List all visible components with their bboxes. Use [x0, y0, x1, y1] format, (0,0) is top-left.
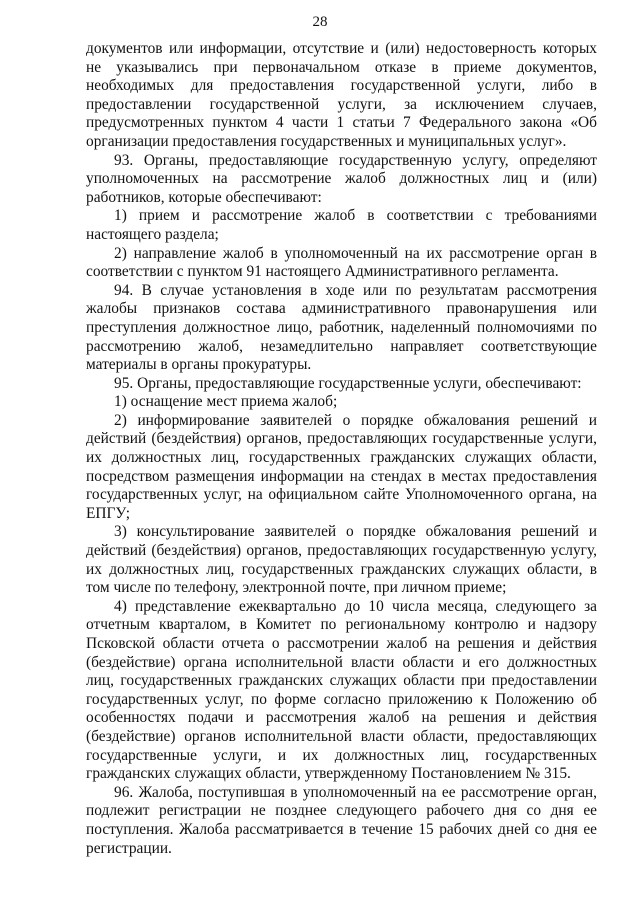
paragraph-95-item-3: 3) консультирование заявителей о порядке обжалования решений и действий (бездействия) органов, предоставляющих государственную услугу, их должностных лиц, государственных гражданских служащих области, в том числе по телефону, электронной почте, при личном приеме; — [86, 523, 597, 597]
paragraph-96: 96. Жалоба, поступившая в уполномоченный на ее рассмотрение орган, подлежит регистрации не позднее следующего рабочего дня со дня ее поступления. Жалоба рассматривается в течение 15 рабочих дней со дня ее регистрации. — [86, 783, 597, 857]
page-number: 28 — [312, 14, 328, 30]
paragraph-95-item-1: 1) оснащение мест приема жалоб; — [114, 393, 338, 411]
paragraph-93-item-1: 1) прием и рассмотрение жалоб в соответствии с требованиями настоящего раздела; — [86, 207, 597, 243]
paragraph-95-item-4: 4) представление ежеквартально до 10 числа месяца, следующего за отчетным кварталом, в Комитет по региональному контролю и надзору Псковской области отчета о рассмотрении жалоб на решения и действия (бездействие) органа исполнительной власти области и его должностных лиц, государственных гражданских служащих области при предоставлении государственных услуг, по форме согласно приложению к Положению об особенностях подачи и рассмотрения жалоб на решения и действия (бездействие) органов исполнительной власти области, предоставляющих государственные услуги, и их должностных лиц, государственных гражданских служащих области, утвержденному Постановлением № 315. — [86, 597, 597, 783]
paragraph-95: 95. Органы, предоставляющие государственные услуги, обеспечивают: — [114, 374, 582, 392]
paragraph-94: 94. В случае установления в ходе или по результатам рассмотрения жалобы признаков состава административного правонарушения или преступления должностное лицо, работник, наделенный полномочиями по рассмотрению жалоб, незамедлительно направляет соответствующие материалы в органы прокуратуры. — [86, 281, 597, 374]
paragraph-93: 93. Органы, предоставляющие государственную услугу, определяют уполномоченных на рассмотрение жалоб должностных лиц и (или) работников, которые обеспечивают: — [86, 151, 597, 206]
paragraph-93-item-2: 2) направление жалоб в уполномоченный на их рассмотрение орган в соответствии с пунктом 91 настоящего Административного регламента. — [86, 244, 597, 281]
paragraph-continuation: документов или информации, отсутствие и (или) недостоверность которых не указывались при первоначальном отказе в приеме документов, необходимых для предоставления государственной услуги, либо в предоставлении государственной услуги, за исключением случаев, предусмотренных пунктом 4 части 1 статьи 7 Федерального закона «Об организации предоставления государственных и муниципальных услуг». — [86, 40, 597, 150]
paragraph-95-item-2: 2) информирование заявителей о порядке обжалования решений и действий (бездействия) органов, предоставляющих государственные услуги, их должностных лиц, государственных гражданских служащих области, посредством размещения информации на стендах в местах предоставления государственных услуг, на официальном сайте Уполномоченного органа, на ЕПГУ; — [86, 411, 597, 522]
document-body — [86, 40, 597, 858]
